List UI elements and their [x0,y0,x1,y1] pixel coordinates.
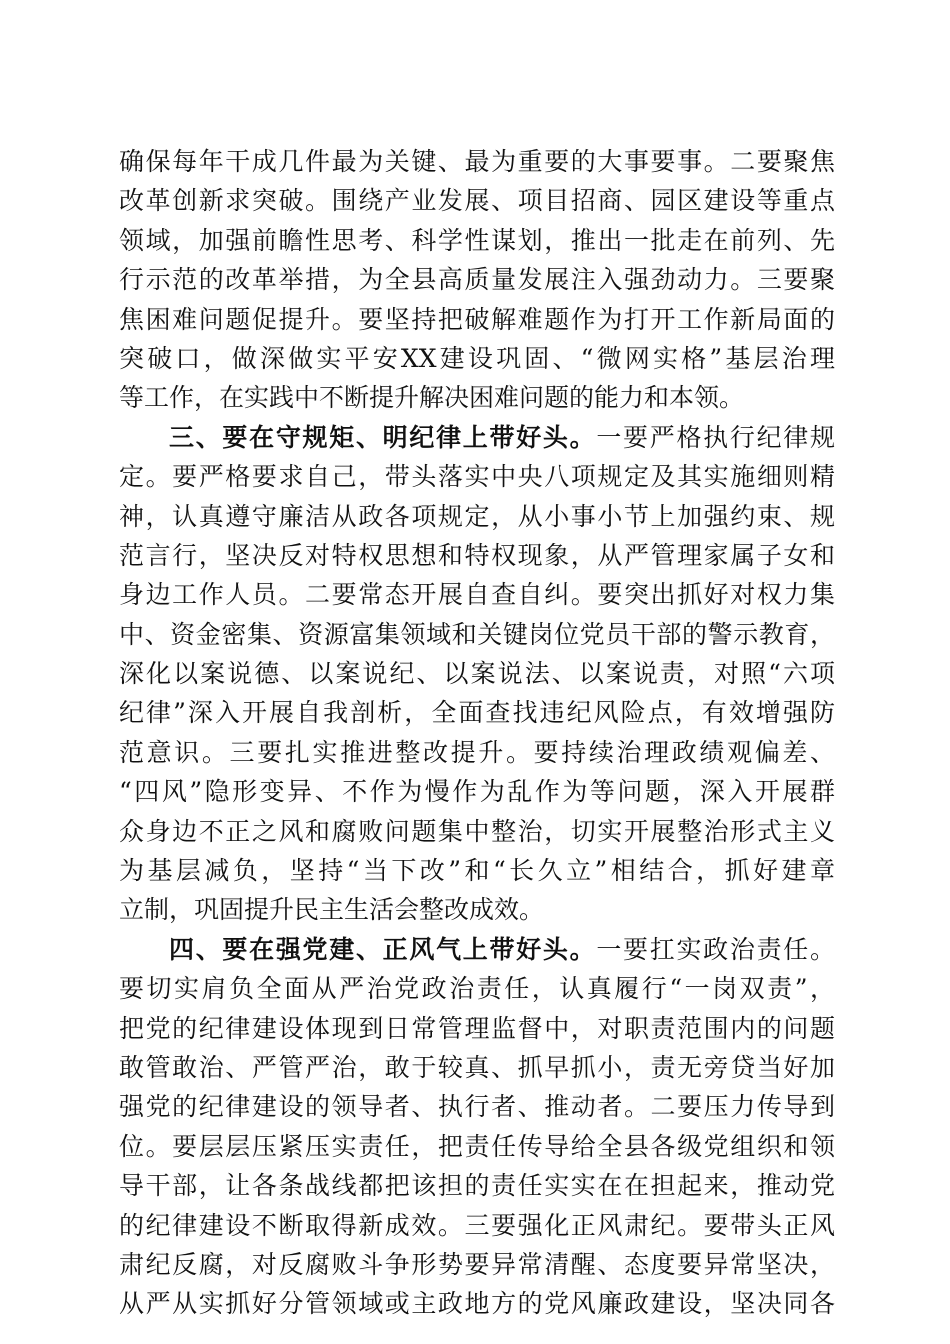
text-line: 强党的纪律建设的领导者、执行者、推动者。二要压力传导到 [119,1092,835,1122]
paragraph-first-line [119,930,835,969]
text-line: 为基层减负，坚持“当下改”和“长久立”相结合，抓好建章 [119,856,835,886]
text-line: 立制，巩固提升民主生活会整改成效。 [119,895,545,925]
text-line: 的纪律建设不断取得新成效。三要强化正风肃纪。要带头正风 [119,1210,835,1240]
text-run: 一要扛实政治责任。 [596,934,835,964]
document-page [119,142,835,1324]
text-line: 敢管敢治、严管严治，敢于较真、抓早抓小，责无旁贷当好加 [119,1052,835,1082]
text-run: 一要严格执行纪律规 [596,422,835,452]
text-line: 肃纪反腐，对反腐败斗争形势要异常清醒、态度要异常坚决， [119,1249,835,1279]
text-line: 把党的纪律建设体现到日常管理监督中，对职责范围内的问题 [119,1013,835,1043]
text-line: “四风”隐形变异、不作为慢作为乱作为等问题，深入开展群 [119,777,835,807]
paragraph-first-line [119,418,835,457]
text-line: 身边工作人员。二要常态开展自查自纠。要突出抓好对权力集 [119,580,835,610]
text-line: 定。要严格要求自己，带头落实中央八项规定及其实施细则精 [119,462,835,492]
text-line: 范言行，坚决反对特权思想和特权现象，从严管理家属子女和 [119,540,835,570]
text-line: 突破口，做深做实平安XX建设巩固、“微网实格”基层治理 [119,343,835,373]
paragraph-3 [119,930,835,1324]
text-line: 行示范的改革举措，为全县高质量发展注入强劲动力。三要聚 [119,265,835,295]
text-line: 导干部，让各条战线都把该担的责任实实在在担起来，推动党 [119,1171,835,1201]
text-line: 深化以案说德、以案说纪、以案说法、以案说责，对照“六项 [119,659,835,689]
text-line: 从严从实抓好分管领域或主政地方的党风廉政建设，坚决同各 [119,1289,835,1319]
text-line: 范意识。三要扎实推进整改提升。要持续治理政绩观偏差、 [119,737,835,767]
paragraph-2 [119,418,835,930]
text-line: 中、资金密集、资源富集领域和关键岗位党员干部的警示教育， [119,619,835,649]
text-line: 纪律”深入开展自我剖析，全面查找违纪风险点，有效增强防 [119,698,835,728]
text-line: 众身边不正之风和腐败问题集中整治，切实开展整治形式主义 [119,816,835,846]
text-line: 神，认真遵守廉洁从政各项规定，从小事小节上加强约束、规 [119,501,835,531]
text-line: 确保每年干成几件最为关键、最为重要的大事要事。二要聚焦 [119,147,835,176]
text-line: 领域，加强前瞻性思考、科学性谋划，推出一批走在前列、先 [119,225,835,255]
text-line: 等工作，在实践中不断提升解决困难问题的能力和本领。 [119,383,745,413]
text-line: 位。要层层压紧压实责任，把责任传导给全县各级党组织和领 [119,1131,835,1161]
text-line: 要切实肩负全面从严治党政治责任，认真履行“一岗双责”， [119,974,835,1004]
section-heading: 四、要在强党建、正风气上带好头。 [169,934,597,964]
section-heading: 三、要在守规矩、明纪律上带好头。 [169,422,597,452]
text-line: 改革创新求突破。围绕产业发展、项目招商、园区建设等重点 [119,186,835,216]
text-line: 焦困难问题促提升。要坚持把破解难题作为打开工作新局面的 [119,304,835,334]
paragraph-1 [119,142,835,418]
